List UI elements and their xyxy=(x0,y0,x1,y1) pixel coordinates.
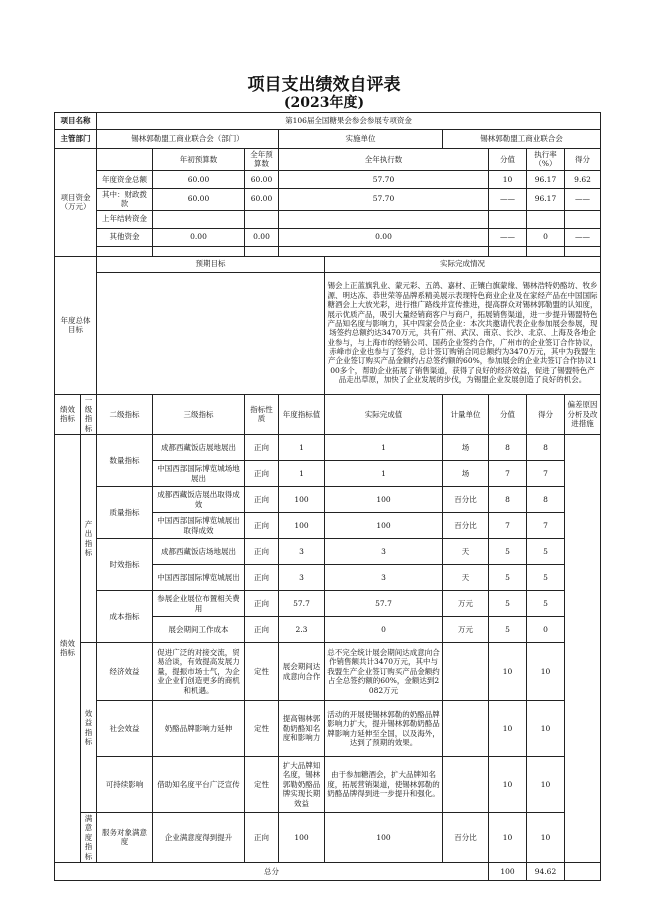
page-title: 项目支出绩效自评表 xyxy=(247,75,401,95)
table-row: 中国西部国际博览城展出 正向 3 3 天 5 5 xyxy=(55,565,601,591)
perf-header-got: 得分 xyxy=(527,394,565,435)
table-row: 时效指标 成都西藏饭店场地展出 正向 3 3 天 5 5 xyxy=(55,539,601,565)
perf-header-label: 绩效指标 xyxy=(55,394,81,435)
table-row: 满意度指标 服务对象满意度 企业满意度得到提升 正向 100 100 百分比 10 10 xyxy=(55,813,601,863)
goal-header-expected: 预期目标 xyxy=(97,256,325,272)
perf-main-label: 绩效指标 xyxy=(55,435,81,863)
total-row xyxy=(55,862,601,880)
table-row: 中国西部国际博览城展出取得成效 正向 100 100 百分比 7 7 xyxy=(55,513,601,539)
goal-actual: 锡会上正蓝旗乳业、蒙元彩、五鸽、嘉材、正镶白旗蒙缘、锡林浩特奶酪坊、牧乡源、明达冻、恭世荣等品牌系精美展示表现特色商业企业及在家经产品在中国国际糖酒会上大放光彩，进行推广路线并宣传推进，提高群众对锡林郭勒盟的认知度，展示优质产品，吸引大量经销商客户与商户，拓展销售渠道，进一步提升锡盟特色产品知名度与影响力，其中四家会员企业：本次共邀请代表企业参加展会参展，现场签约总额约达3470万元，共有广州、武汉、南京、长沙、北京、上海及各地企业参与，与上海市的经销公司、国药企业签约合作，广州市的企业签订合作协议，赤峰市企业也参与了签约，总计签订购销合同总额约为3470万元，其中为我盟生产企业签订购买产品金额约占总签约额的60%，参加展会的企业共签订合作协议100多个，帮助企业拓展了销售渠道，获得了良好的经济效益，促进了锡盟特色产品走出草原，加快了企业发展的步伐，为锡盟企业发展创造了良好的机会。 xyxy=(325,272,601,394)
satisfaction-indicator-label: 满意度指标 xyxy=(81,813,97,863)
perf-header-l3: 三级指标 xyxy=(153,394,245,435)
funds-header-rate: 执行率（%） xyxy=(527,149,565,171)
table-row: 中国西部国际博览城场地展出 正向 1 1 场 7 7 xyxy=(55,461,601,487)
funds-row: 上年结转资金 xyxy=(55,210,601,228)
perf-header-target: 年度指标值 xyxy=(279,394,325,435)
funds-header-budget: 年初预算数 xyxy=(153,149,245,171)
impl-value: 锡林郭勒盟工商业联合会 xyxy=(443,130,601,149)
total-label: 总分 xyxy=(55,862,489,880)
table-row: 绩效指标 产出指标 数量指标 成都西藏饭店展地展出 正向 1 1 场 8 8 xyxy=(55,435,601,461)
perf-header-nature: 指标性质 xyxy=(245,394,279,435)
table-row: 社会效益 奶酪品牌影响力延伸 定性 提高锡林郭勒奶酪知名度和影响力 活动的开展使锡林郭勒的奶酪品牌影响力扩大，提升锡林郭勒奶酪品牌影响力延伸至全国，以及海外，达到了预期的效果。 10 10 xyxy=(55,701,601,757)
total-score: 100 xyxy=(489,862,527,880)
project-name-value: 第106届全国糖果会参会参展专项资金 xyxy=(97,113,601,130)
dept-label: 主管部门 xyxy=(55,130,97,149)
goal-label: 年度总体目标 xyxy=(55,256,97,394)
report-year: (2023年度) xyxy=(283,95,365,111)
dept-value: 锡林郭勒盟工商业联合会（部门） xyxy=(97,130,279,149)
benefit-indicator-label: 效益指标 xyxy=(81,643,97,813)
funds-label: 项目资金（万元） xyxy=(55,149,97,257)
goal-header-actual: 实际完成情况 xyxy=(325,256,601,272)
perf-header-reason: 偏差原因分析及改进措施 xyxy=(565,394,601,435)
perf-header-unit: 计量单位 xyxy=(443,394,489,435)
impl-label: 实施单位 xyxy=(279,130,443,149)
table-row: 可持续影响 借助知名度平台广泛宣传 定性 扩大品牌知名度，锡林郭勒奶酪品牌实现长期效益 由于参加糖酒会，扩大品牌知名度，拓展营销渠道，使锡林郭勒的奶酪品牌得到进一步提升和强化。 10 10 xyxy=(55,757,601,813)
perf-header-l1: 一级指标 xyxy=(81,394,97,435)
perf-header-actual: 实际完成值 xyxy=(325,394,443,435)
funds-row: 年度资金总额 60.00 60.00 57.70 10 96.17 9.62 xyxy=(55,170,601,188)
output-indicator-label: 产出指标 xyxy=(81,435,97,643)
table-row: 成本指标 参展企业展位布置相关费用 正向 57.7 57.7 万元 5 5 xyxy=(55,591,601,617)
total-got: 94.62 xyxy=(527,862,565,880)
self-evaluation-table xyxy=(54,112,601,881)
funds-header-score: 分值 xyxy=(489,149,527,171)
table-row: 展会期间工作成本 正向 2.3 0 万元 5 0 xyxy=(55,617,601,643)
funds-row: 其中：财政拨款 60.00 60.00 57.70 —— 96.17 —— xyxy=(55,188,601,210)
perf-header-l2: 二级指标 xyxy=(97,394,153,435)
project-name-label: 项目名称 xyxy=(55,113,97,130)
table-row: 质量指标 成都西藏饭店展出取得成效 正向 100 100 百分比 8 8 xyxy=(55,487,601,513)
funds-header-full: 全年预算数 xyxy=(245,149,279,171)
goal-expected xyxy=(97,272,325,394)
funds-row: 其他资金 0.00 0.00 0.00 —— 0 —— xyxy=(55,228,601,246)
funds-header-exec: 全年执行数 xyxy=(279,149,489,171)
funds-header-got: 得分 xyxy=(565,149,601,171)
table-row: 效益指标 经济效益 促进广泛的对接交流，贸易洽谈，有效提高发展力量，提振市场士气，为企业企业们创造更多的商机和机遇。 定性 展会期间达成意向合作 总不完全统计展会期间达成意向合作销售额共计3470万元，其中与我盟生产企业签订购买产品金额约占全总签约额的60%，金额达到2082万元 10 10 xyxy=(55,643,601,701)
perf-header-score: 分值 xyxy=(489,394,527,435)
